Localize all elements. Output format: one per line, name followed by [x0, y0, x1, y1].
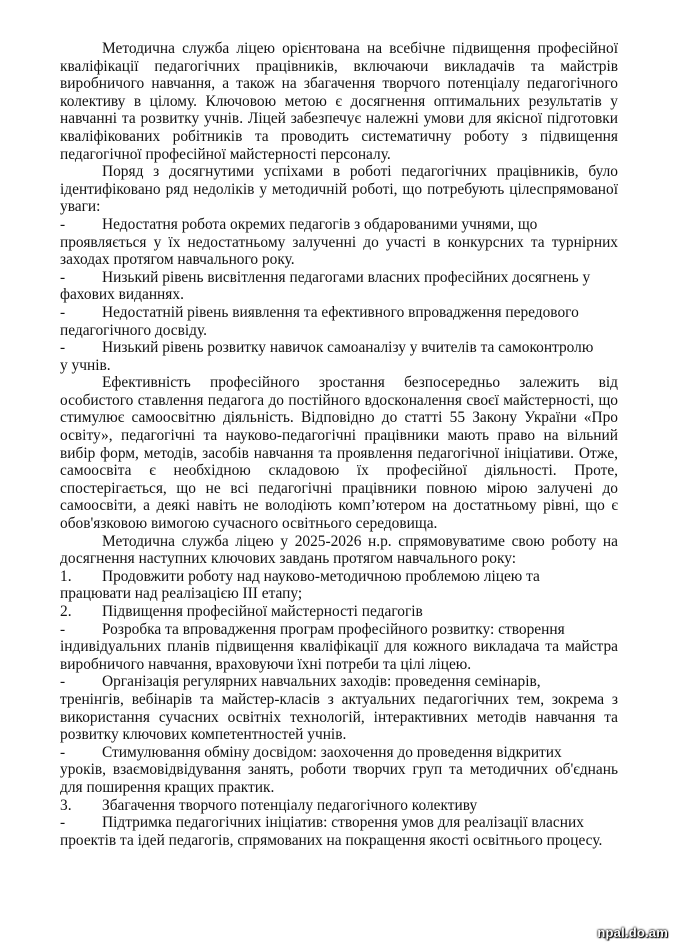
list-item-first-line: Недостатній рівень виявлення та ефективного впровадження передового [102, 303, 579, 321]
list-item-continuation: індивідуальних планів підвищення кваліфікації для кожного викладача та майстра виробничого навчання, враховуючи їхні потреби та цілі ліцею. [60, 638, 618, 673]
shortcomings-intro-paragraph: Поряд з досягнутими успіхами в роботі педагогічних працівників, було ідентифіковано ряд недоліків у методичній роботі, що потребують цілеспрямованої уваги: [60, 163, 618, 216]
list-item-continuation: тренінгів, вебінарів та майстер-класів з актуальних педагогічних тем, зокрема з використання сучасних освітніх технологій, інтерактивних методів навчання та розвитку ключових компетентностей учнів. [60, 690, 618, 744]
list-item-continuation: фахових виданнях. [60, 286, 184, 304]
dash-marker: - [60, 303, 66, 321]
task-continuation: працювати над реалізацією ІІІ етапу; [60, 585, 303, 603]
task-heading: Збагачення творчого потенціалу педагогічного колективу [102, 796, 478, 814]
list-item [60, 269, 618, 304]
task-first-line: Продовжити роботу над науково-методичною проблемою ліцею та [102, 567, 540, 585]
list-item [60, 814, 618, 849]
tasks-intro-paragraph: Методична служба ліцею у 2025-2026 н.р. спрямовуватиме свою роботу на досягнення наступних ключових завдань протягом навчального року: [60, 532, 618, 568]
list-item-continuation: педагогічного досвіду. [60, 321, 207, 339]
list-item-continuation: уроків, взаємовідвідування занять, роботи творчих груп та методичних об'єднань для поширення кращих практик. [60, 761, 618, 796]
list-item-first-line: Низький рівень висвітлення педагогами власних професійних досягнень у [102, 268, 591, 286]
list-item-first-line: Стимулювання обміну досвідом: заохочення до проведення відкритих [102, 743, 562, 761]
list-item-continuation: у учнів. [60, 356, 111, 374]
self-education-paragraph: Ефективність професійного зростання безпосередньо залежить від особистого ставлення педагога до постійного вдосконалення своєї майстерності, що стимулює самоосвітню діяльність. Відповідно до статті 55 Закону України «Про освіту», педагогічні та науково-педагогічні працівники мають право на вільний вибір форм, методів, засобів навчання та проявлення педагогічної ініціативи. Отже, самоосвіта є необхідною складовою їх професійної діяльності. Проте, спостерігається, що не всі педагогічні працівники повною мірою залучені до самоосвіти, а деякі навіть не володіють комп’ютером на достатньому рівні, що є обов'язковою вимогою сучасного освітнього середовища. [60, 374, 618, 533]
list-item-first-line: Недостатня робота окремих педагогів з обдарованими учнями, що [102, 215, 538, 233]
task-heading: Підвищення професійної майстерності педагогів [102, 603, 423, 620]
dash-marker: - [60, 215, 66, 233]
dash-marker: - [60, 814, 66, 832]
list-item [60, 673, 618, 743]
list-item [60, 621, 618, 674]
dash-marker: - [60, 673, 66, 691]
tasks-list [60, 568, 618, 850]
list-item-first-line: Розробка та впровадження програм професійного розвитку: створення [102, 620, 565, 638]
list-item-first-line: Низький рівень розвитку навичок самоаналізу у вчителів та самоконтролю [102, 339, 594, 357]
list-item [60, 744, 618, 797]
dash-marker: - [60, 620, 66, 638]
task-item-2 [60, 603, 618, 797]
intro-paragraph: Методична служба ліцею орієнтована на всебічне підвищення професійної кваліфікації педагогічних працівників, включаючи викладачів та майстрів виробничого навчання, а також на збагачення творчого потенціалу педагогічного колективу в цілому. Ключовою метою є досягнення оптимальних результатів у навчанні та розвитку учнів. Ліцей забезпечує належні умови для якісної підготовки кваліфікованих робітників та проводить систематичну роботу з підвищення педагогічної професійної майстерності персоналу. [60, 40, 618, 163]
list-item-continuation: проявляється у їх недостатньому залученні до участі в конкурсних та турнірних заходах протягом навчального року. [60, 233, 618, 269]
task-item-3 [60, 797, 618, 850]
dash-marker: - [60, 268, 66, 286]
number-marker: 3. [60, 796, 72, 814]
shortcomings-list [60, 216, 618, 374]
list-item-continuation: проектів та ідей педагогів, спрямованих на покращення якості освітнього процесу. [60, 831, 603, 849]
site-watermark: npal.do.am [597, 925, 668, 941]
dash-marker: - [60, 743, 66, 761]
task-item-1 [60, 568, 618, 603]
list-item [60, 216, 618, 269]
document-body [60, 40, 618, 849]
dash-marker: - [60, 339, 66, 357]
list-item [60, 304, 618, 339]
list-item [60, 339, 618, 374]
list-item-first-line: Підтримка педагогічних ініціатив: створення умов для реалізації власних [102, 814, 584, 832]
number-marker: 1. [60, 567, 72, 585]
number-marker: 2. [60, 603, 72, 620]
list-item-first-line: Організація регулярних навчальних заходів: проведення семінарів, [102, 673, 541, 691]
